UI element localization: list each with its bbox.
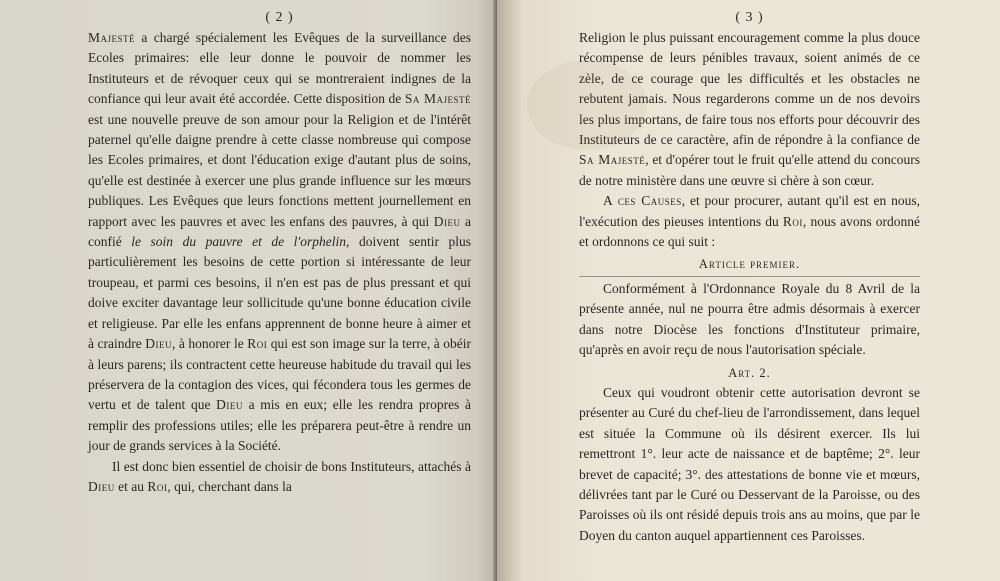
italic-quote: le soin du pauvre et de l'orphelin [131, 234, 347, 250]
text-run: qui est son image sur la terre, à obéir à leurs parens; ils contractent cette heureuse habitude du travail qui les préservera de la contagion des vices, qui fécondera tous les germes de vertu et de talent que [88, 336, 472, 413]
text-run: et au [114, 478, 148, 494]
small-caps-text: Dieu [433, 213, 461, 229]
small-caps-text: Dieu [88, 478, 115, 494]
small-caps-text: Roi [147, 478, 168, 494]
small-caps-text: Dieu [145, 336, 173, 352]
text-run: a mis en eux; elle les rendra propres à remplir des professions utiles; elle les préparera peut-être à rendre un jour de grands services à la Société. [88, 397, 471, 454]
text-run: , à honorer le [172, 336, 248, 352]
text-run: a chargé spécialement les Evêques de la surveillance des Ecoles primaires: elle leur donne le pouvoir de nommer les Instituteurs et de révoquer ceux qui se montreraient indignes de la confiance qui leur avait été accordée. Cette disposition de [88, 30, 471, 107]
page-number-right: ( 3 ) [735, 10, 764, 25]
text-run: , et pour procurer, autant qu'il est en nous, l'exécution des pieuses intentions du [579, 193, 920, 229]
small-caps-text: A ces Causes [603, 193, 682, 209]
heading-rule [579, 276, 920, 277]
text-run: a confié [88, 213, 472, 250]
small-caps-text: Dieu [216, 397, 243, 413]
left-paragraph-1 [88, 28, 471, 457]
small-caps-text: Roi [782, 213, 803, 229]
article-2-heading: Art. 2. [728, 365, 771, 380]
text-run: , doivent sentir plus particulièrement les besoins de cette portion si intéressante de leur troupeau, et parmi ces besoins, il n'en est pas de plus pressant et qui doive exciter davantage leur sollicitude qu'une bonne éducation civile et religieuse. Par elle les enfans apprennent de bonne heure à aimer et à craindre [88, 234, 471, 352]
text-run: est une nouvelle preuve de son amour pour la Religion et de l'intérêt paternel qu'elle daigne prendre à cette classe nombreuse qui compose les Ecoles primaires, et dont l'éducation exige d'autant plus de soins, qu'elle est destinée à exercer une plus grande influence sur les mœurs publiques. Les Evêques que leurs fonctions mettent journellement en rapport avec les pauvres et avec les enfans des pauvres, à qui [88, 111, 471, 229]
text-run: , et d'opérer tout le fruit qu'elle attend du concours de notre ministère dans une œuvre si chère à son cœur. [579, 152, 921, 188]
right-page [497, 0, 1000, 581]
small-caps-text: Roi [247, 336, 268, 352]
article-1-text: Conformément à l'Ordonnance Royale du 8 Avril de la présente année, nul ne pourra être admis désormais à exercer dans notre Diocèse les fonctions d'Instituteur primaire, qu'après en avoir reçu de nous l'autorisation spéciale. [579, 280, 920, 358]
text-run: Il est donc bien essentiel de choisir de bons Instituteurs, attachés à [112, 458, 471, 474]
small-caps-text: Sa Majesté [579, 152, 646, 168]
article-1-heading: Article premier. [698, 257, 801, 272]
left-page [0, 0, 497, 581]
right-paragraph-2 [579, 191, 920, 252]
text-run: Religion le plus puissant encouragement comme la plus douce récompense de leurs pénibles travaux, soient animés de ce zèle, de ce courage que les difficultés et les obstacles ne rebutent jamais. Nous regarderons comme un de nos devoirs les plus importans, de faire tous nos efforts pour découvrir des Instituteurs de ce caractère, afin de répondre à la confiance de [579, 30, 920, 148]
small-caps-text: Majesté [88, 30, 136, 45]
text-run: , nous avons ordonné et ordonnons ce qui suit : [579, 213, 920, 250]
left-paragraph-2 [88, 457, 471, 498]
text-run: , qui, cherchant dans la [167, 478, 292, 494]
small-caps-text: Sa Majesté [404, 91, 472, 107]
article-2-text: Ceux qui voudront obtenir cette autorisation devront se présenter au Curé du chef-lieu de l'arrondissement, dans lequel est située la Commune où ils désirent exercer. Ils lui remettront 1°. leur acte de naissance et de baptême; 2°. leur brevet de capacité; 3°. des attestations de bonne vie et mœurs, délivrées tant par le Curé ou Desservant de la Paroisse, ou des Paroisses où ils ont résidé depuis trois ans au moins, que par le Doyen du canton auquel appartiennent ces Paroisses. [579, 384, 920, 543]
page-number-left: ( 2 ) [265, 10, 294, 25]
paper-stain [527, 60, 647, 150]
